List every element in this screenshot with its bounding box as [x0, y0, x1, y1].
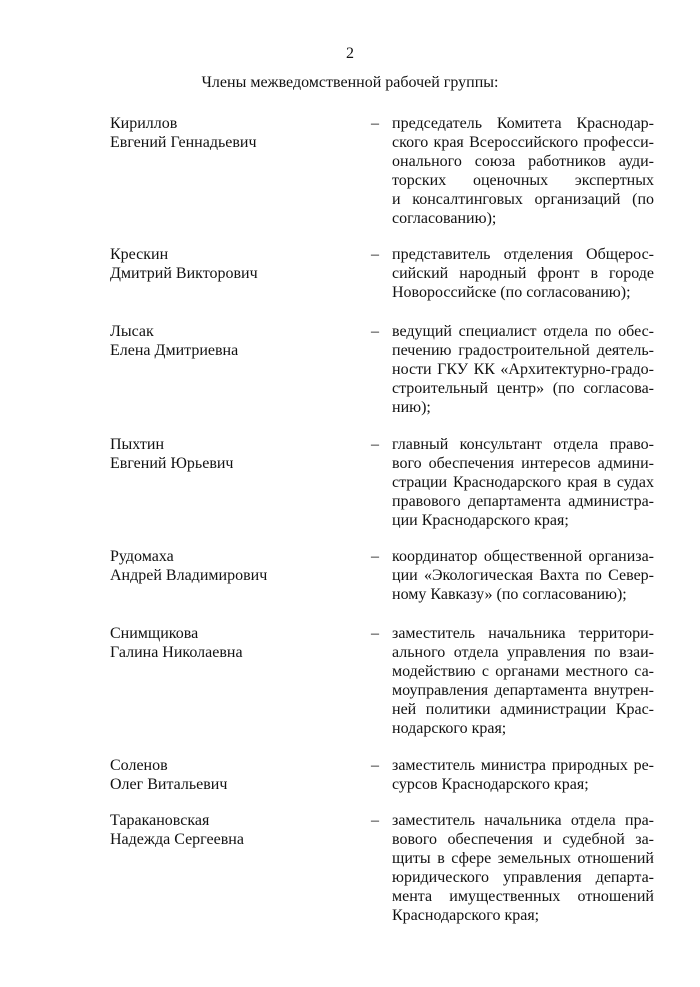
- member-role: [392, 322, 654, 417]
- member-surname: Рудомаха: [110, 548, 174, 565]
- member-given-name: Евгений Геннадьевич: [110, 134, 257, 151]
- member-given-name: Евгений Юрьевич: [110, 455, 234, 472]
- role-line: сийский народный фронт в городе: [392, 265, 654, 282]
- role-line: заместитель начальника отдела пра-: [392, 812, 654, 829]
- role-line: председатель Комитета Краснодар-: [392, 115, 654, 132]
- role-line: вового обеспечения и судебной за-: [392, 831, 654, 848]
- role-line: печению градостроительной деятель-: [392, 342, 654, 359]
- dash-separator: –: [371, 625, 379, 642]
- member-given-name: Андрей Владимирович: [110, 567, 268, 584]
- role-line: Новороссийске (по согласованию);: [392, 284, 631, 301]
- role-line: нию);: [392, 399, 431, 416]
- member-name: [110, 811, 350, 849]
- member-role: [392, 435, 654, 530]
- role-line: страции Краснодарского края в судах: [392, 474, 654, 491]
- member-role: [392, 624, 654, 738]
- role-line: заместитель начальника территори-: [392, 625, 654, 642]
- role-line: ведущий специалист отдела по обес-: [392, 323, 654, 340]
- role-line: сурсов Краснодарского края;: [392, 776, 589, 793]
- member-name: [110, 245, 350, 283]
- member-surname: Снимщикова: [110, 625, 199, 642]
- role-line: и консалтинговых организаций (по: [392, 191, 654, 208]
- member-given-name: Галина Николаевна: [110, 644, 243, 661]
- page-number: 2: [346, 45, 354, 62]
- member-surname: Таракановская: [110, 812, 210, 829]
- role-line: Краснодарского края;: [392, 907, 540, 924]
- role-line: вого обеспечения интересов админи-: [392, 455, 654, 472]
- dash-separator: –: [371, 436, 379, 453]
- role-line: ции Краснодарского края;: [392, 512, 569, 529]
- role-line: ности ГКУ КК «Архитектурно-градо-: [392, 361, 654, 378]
- role-line: юридического управления департа-: [392, 869, 654, 886]
- dash-separator: –: [371, 115, 379, 132]
- member-surname: Кириллов: [110, 115, 178, 132]
- dash-separator: –: [371, 246, 379, 263]
- role-line: представитель отделения Общерос-: [392, 246, 654, 263]
- member-role: [392, 114, 654, 228]
- role-line: координатор общественной организа-: [392, 548, 654, 565]
- role-line: торских оценочных экспертных: [392, 172, 654, 189]
- member-name: [110, 756, 350, 794]
- member-surname: Лысак: [110, 323, 154, 340]
- role-line: онального союза работников ауди-: [392, 153, 654, 170]
- dash-separator: –: [371, 548, 379, 565]
- member-role: [392, 811, 654, 925]
- member-name: [110, 435, 350, 473]
- member-surname: Соленов: [110, 757, 168, 774]
- role-line: главный консультант отдела право-: [392, 436, 654, 453]
- member-surname: Крескин: [110, 246, 169, 263]
- member-surname: Пыхтин: [110, 436, 165, 453]
- role-line: правового департамента администра-: [392, 493, 654, 510]
- member-given-name: Дмитрий Викторович: [110, 265, 258, 282]
- page-title: Члены межведомственной рабочей группы:: [201, 74, 499, 91]
- member-role: [392, 756, 654, 794]
- role-line: ному Кавказу» (по согласованию);: [392, 586, 627, 603]
- member-role: [392, 245, 654, 302]
- member-name: [110, 322, 350, 360]
- dash-separator: –: [371, 323, 379, 340]
- dash-separator: –: [371, 812, 379, 829]
- role-line: моуправления департамента внутрен-: [392, 682, 654, 699]
- role-line: мента имущественных отношений: [392, 888, 654, 905]
- member-given-name: Олег Витальевич: [110, 776, 228, 793]
- member-given-name: Елена Дмитриевна: [110, 342, 239, 359]
- role-line: щиты в сфере земельных отношений: [392, 850, 654, 867]
- member-name: [110, 624, 350, 662]
- role-line: ального отдела управления по взаи-: [392, 644, 654, 661]
- member-role: [392, 547, 654, 604]
- role-line: ского края Всероссийского професси-: [392, 134, 654, 151]
- member-name: [110, 547, 350, 585]
- dash-separator: –: [371, 757, 379, 774]
- role-line: строительный центр» (по согласова-: [392, 380, 654, 397]
- member-given-name: Надежда Сергеевна: [110, 831, 244, 848]
- role-line: модействию с органами местного са-: [392, 663, 654, 680]
- role-line: нодарского края;: [392, 720, 507, 737]
- role-line: заместитель министра природных ре-: [392, 757, 654, 774]
- role-line: согласованию);: [392, 210, 497, 227]
- role-line: ции «Экологическая Вахта по Север-: [392, 567, 654, 584]
- role-line: ней политики администрации Крас-: [392, 701, 654, 718]
- member-name: [110, 114, 350, 152]
